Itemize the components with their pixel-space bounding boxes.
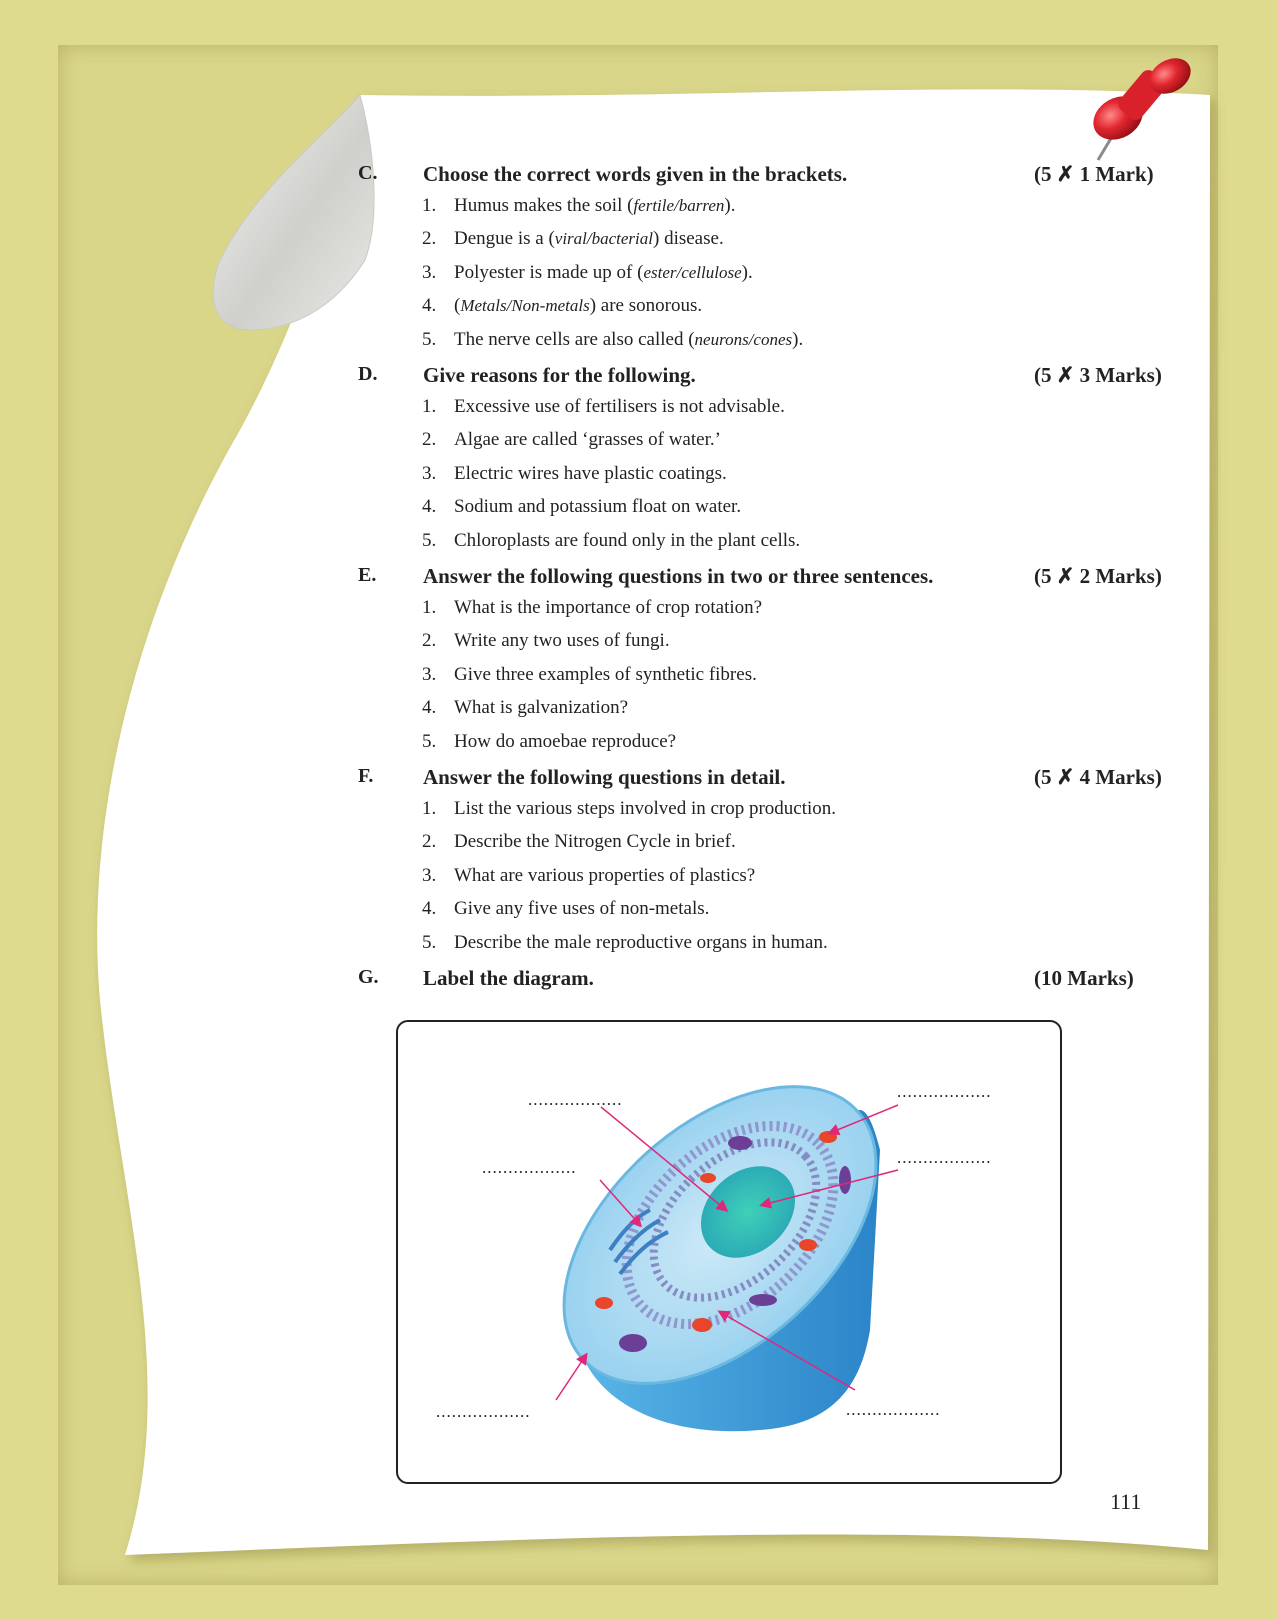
question-options: Metals/Non-metals (460, 296, 590, 316)
question-number: 3. (422, 462, 437, 484)
question-options: viral/bacterial (554, 229, 653, 249)
question-number: 5. (422, 529, 437, 551)
question-text: The nerve cells are also called ( (454, 328, 695, 350)
question-text: Algae are called ‘grasses of water.’ (454, 429, 721, 451)
question-text-end: ) disease. (653, 228, 724, 250)
question-number: 5. (422, 730, 437, 752)
question-number: 1. (422, 597, 437, 618)
question-text: Describe the Nitrogen Cycle in brief. (454, 831, 736, 853)
question-number: 3. (422, 261, 437, 283)
question-number: 4. (422, 898, 437, 920)
question-number: 4. (422, 697, 437, 719)
question-number: 5. (422, 328, 437, 350)
question-number: 4. (422, 496, 437, 518)
question-text: Excessive use of fertilisers is not advisable. (454, 396, 785, 417)
question-text: Describe the male reproductive organs in human. (454, 931, 828, 953)
question-text: List the various steps involved in crop production. (454, 798, 837, 819)
question-number: 3. (422, 864, 437, 886)
question-text: Write any two uses of fungi. (454, 630, 670, 652)
question-number: 1. (422, 195, 437, 216)
question-text-end: ). (741, 261, 753, 283)
question-text: How do amoebae reproduce? (454, 730, 677, 752)
question-text: Polyester is made up of ( (454, 261, 644, 283)
question-text: What is galvanization? (454, 697, 629, 719)
question-text: Sodium and potassium float on water. (454, 496, 742, 518)
question-text: Humus makes the soil ( (454, 195, 634, 216)
question-text: Dengue is a ( (454, 228, 555, 250)
section-letter: G. (358, 966, 379, 988)
question-number: 1. (422, 798, 437, 819)
question-number: 1. (422, 396, 437, 417)
section-title: Choose the correct words given in the brackets. (423, 162, 848, 186)
question-options: neurons/cones (694, 329, 793, 349)
question-number: 2. (422, 630, 437, 652)
label-blank-top-left[interactable]: .................. (528, 1090, 623, 1109)
question-number: 2. (422, 831, 437, 853)
page-number: 111 (1110, 1489, 1142, 1514)
section-title: Give reasons for the following. (423, 363, 696, 387)
question-number: 3. (422, 663, 437, 685)
label-blank-left[interactable]: .................. (482, 1158, 577, 1177)
question-number: 2. (422, 228, 437, 250)
section-title: Answer the following questions in detail. (423, 765, 786, 789)
question-text: Electric wires have plastic coatings. (454, 462, 727, 484)
section-marks: (5 ✗ 1 Mark) (1034, 162, 1154, 186)
section-title: Label the diagram. (423, 966, 594, 990)
question-options: ester/cellulose (643, 262, 742, 282)
question-text-end: ). (724, 195, 736, 216)
question-text: What are various properties of plastics? (454, 864, 756, 886)
label-blank-right[interactable]: .................. (897, 1148, 992, 1167)
section-marks: (5 ✗ 3 Marks) (1034, 363, 1162, 387)
question-text: Give three examples of synthetic fibres. (454, 663, 757, 685)
section-marks: (5 ✗ 2 Marks) (1034, 564, 1162, 588)
label-blank-top-right[interactable]: .................. (897, 1082, 992, 1101)
question-options: fertile/barren (633, 196, 725, 215)
question-number: 4. (422, 295, 437, 317)
question-text-end: ). (792, 328, 804, 350)
question-text: ( (454, 295, 461, 317)
label-blank-bottom-left[interactable]: .................. (436, 1402, 531, 1421)
question-text: Chloroplasts are found only in the plant cells. (454, 529, 801, 551)
section-letter: F. (358, 765, 374, 787)
question-text: Give any five uses of non-metals. (454, 898, 710, 920)
label-blank-bottom-right[interactable]: .................. (846, 1400, 941, 1419)
section-marks: (5 ✗ 4 Marks) (1034, 765, 1162, 789)
question-number: 2. (422, 429, 437, 451)
section-title: Answer the following questions in two or three sentences. (423, 564, 934, 588)
question-text-end: ) are sonorous. (589, 295, 703, 317)
section-letter: D. (358, 363, 378, 385)
question-number: 5. (422, 931, 437, 953)
section-letter: E. (358, 564, 377, 586)
question-text: What is the importance of crop rotation? (454, 597, 763, 618)
section-marks: (10 Marks) (1034, 966, 1134, 990)
section-letter: C. (358, 162, 378, 184)
